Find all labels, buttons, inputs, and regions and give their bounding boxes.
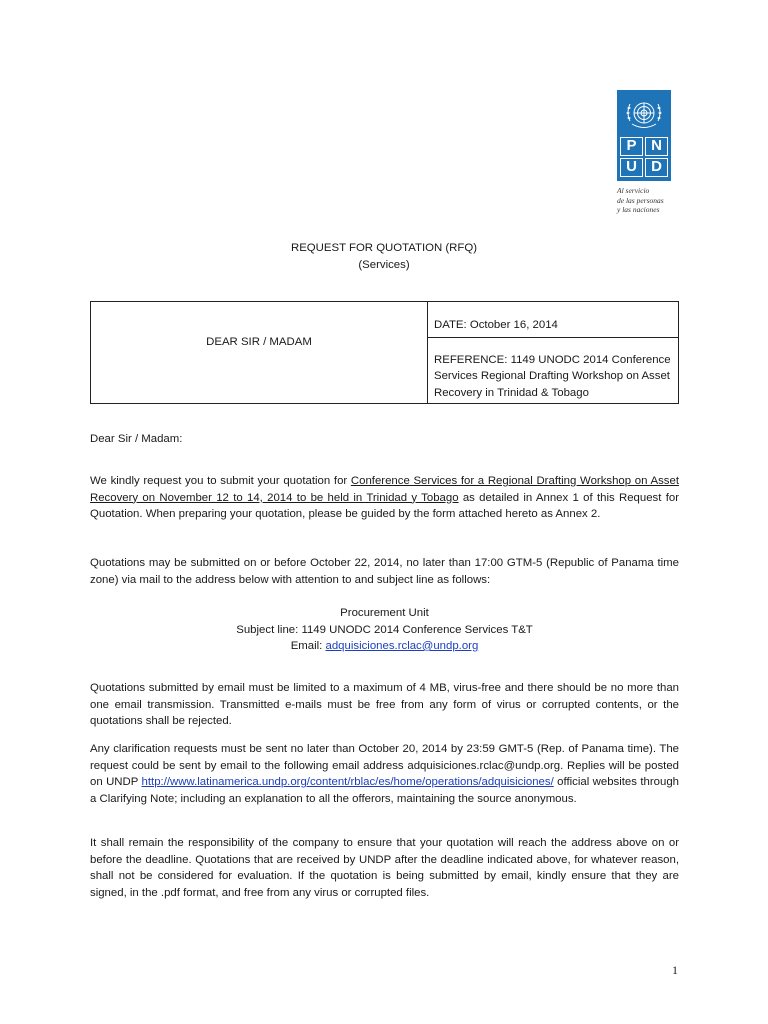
email-link[interactable]: adquisiciones.rclac@undp.org [325, 640, 479, 652]
logo-letter: D [645, 158, 668, 177]
p1-text-post: as detailed in Annex 1 of this Request for Quotation. When preparing your quotation, please be guided by the form attached hereto as Annex 2. [90, 491, 680, 520]
undp-logo [617, 90, 677, 215]
address-block [90, 605, 679, 655]
p4-text-pre: Any clarification requests must be sent no later than October 20, 2014 by 23:59 GMT-5 (Rep. of Panama time). The request could be sent by email to the following email address adquisiciones.rclac@undp.org. Replies will be posted on UNDP [90, 743, 679, 788]
logo-letter: N [645, 137, 668, 156]
paragraph-4 [90, 741, 679, 807]
paragraph-1 [90, 473, 679, 523]
paragraph-2: Quotations may be submitted on or before October 22, 2014, no later than 17:00 GTM-5 (Republic of Panama time zone) via mail to the address below with attention to and subject line as follows: [90, 557, 679, 586]
reference: REFERENCE: 1149 UNODC 2014 Conference Services Regional Drafting Workshop on Asset Recovery in Trinidad & Tobago [434, 353, 671, 399]
logo-letter: U [620, 158, 643, 177]
address-email-line [90, 638, 679, 655]
logo-box [617, 90, 671, 181]
date: DATE: October 16, 2014 [434, 319, 558, 331]
address-subject: Subject line: 1149 UNODC 2014 Conference Services T&T [236, 623, 533, 636]
reference-table [90, 301, 679, 404]
salutation: Dear Sir / Madam: [90, 433, 183, 445]
document-title [0, 240, 768, 274]
title-line-2: (Services) [358, 259, 410, 271]
workshop-title-underlined: Conference Services for a Regional Drafting Workshop on Asset Recovery on November 12 to 14, 2014 to be held in Trinidad y Tobago [90, 475, 679, 504]
addressee-cell [91, 302, 428, 404]
address-unit: Procurement Unit [340, 607, 429, 619]
paragraph-3: Quotations submitted by email must be limited to a maximum of 4 MB, virus-free and there should be no more than one email transmission. Transmitted e-mails must be free from any form of virus or corrupted contents, or the quotations shall be rejected. [90, 682, 679, 727]
page-number: 1 [672, 963, 678, 977]
logo-tagline: Al servicio de las personas y las naciones [617, 186, 664, 214]
paragraph-5: It shall remain the responsibility of the company to ensure that your quotation will reach the address above on or before the deadline. Quotations that are received by UNDP after the deadline indicated above, for whatever reason, shall not be considered for evaluation. If the quotation is being submitted by email, kindly ensure that they are signed, in the .pdf format, and free from any virus or corrupted files. [90, 837, 679, 899]
p1-text-pre: We kindly request you to submit your quotation for [90, 475, 351, 487]
un-emblem-icon [620, 94, 668, 134]
email-label: Email: [290, 640, 326, 652]
logo-letter: P [620, 137, 643, 156]
addressee: DEAR SIR / MADAM [206, 336, 312, 349]
undp-url-link[interactable]: http://www.latinamerica.undp.org/content/rblac/es/home/operations/adquisiciones/ [141, 776, 554, 788]
p4-text-post: official websites through a Clarifying Note; including an explanation to all the offerors, maintaining the source anonymous. [90, 776, 679, 805]
date-cell [428, 302, 679, 338]
title-line-1: REQUEST FOR QUOTATION (RFQ) [290, 242, 478, 254]
reference-cell [428, 337, 679, 404]
